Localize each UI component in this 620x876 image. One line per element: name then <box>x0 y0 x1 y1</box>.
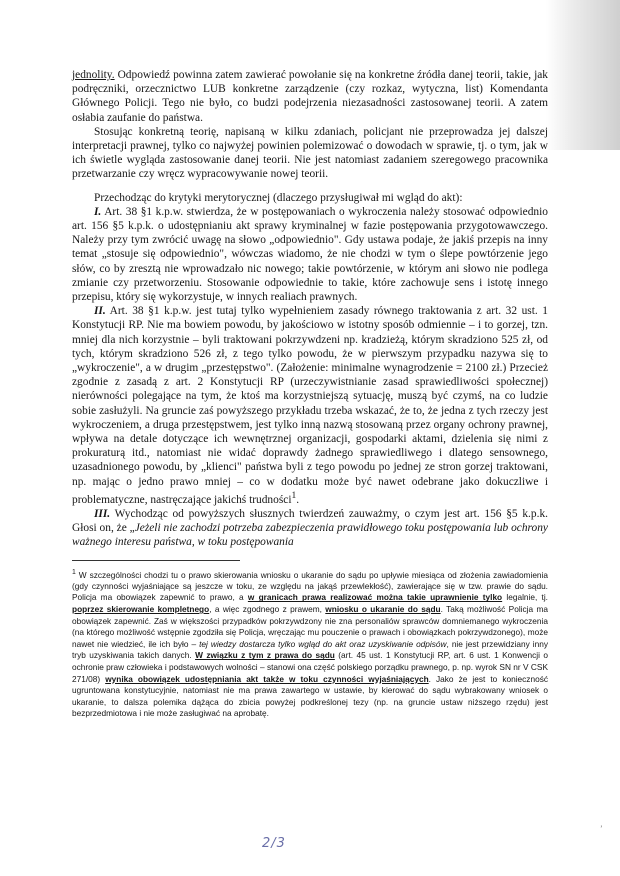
point-ii: II. Art. 38 §1 k.p.w. jest tutaj tylko wypełnieniem zasady równego traktowania z art. 32 ust. 1 Konstytucji RP. Nie ma bowiem powodu, by jakościowo w istotny sposób odmiennie – i to gorzej, tzn. mniej dla nich korzystnie – byli traktowani pokrzywdzeni np. kradzieżą, którym skradziono 525 zł, od tych, którym skradziono 526 zł, z tego tylko powodu, że w pierwszym przypadku nazywa się to „wykroczenie", a w drugim „przestępstwo". (Założenie: minimalne wynagrodzenie = 2100 zł.) Przecież zgodnie z zasadą z art. 2 Konstytucji RP (urzeczywistnianie zasad sprawiedliwości społecznej) nierówności polegające na tym, że ktoś ma korzystniejszą sytuację, muszą być czymś, na co ludzie sobie zasłużyli. Na gruncie zaś powyższego przykładu trzeba wskazać, że to, że jedna z tych rzeczy jest wykroczeniem, a druga przestępstwem, jest tylko inną nazwą stosowaną przez organy ochrony prawnej, wpływa na detale dotyczące ich wewnętrznej organizacji, gospodarki aktami, dzielenia się nimi z prokuraturą itd., natomiast nie widać doprawdy żadnego sprawiedliwego i dlatego sensownego, uzasadnionego powodu, by „klienci" państwa byli z tego powodu po jednej ze stron gorzej traktowani, np. mając o jedno prawo mniej – co w dodatku może być nawet odebrane jako dokuczliwe i problematyczne, nastręczające jakichś trudności$^1$. <box>72 305 548 506</box>
footnote-marker: 1 <box>72 568 76 576</box>
footnote-divider <box>72 560 240 561</box>
footnote-ref: 1 <box>291 490 297 501</box>
margin-tick: ʼ <box>600 824 603 833</box>
handwritten-page-number: 2/3 <box>262 836 286 851</box>
paragraph-conclusion <box>72 68 548 125</box>
point-number: II. <box>94 305 106 318</box>
underlined-word: jednolity. <box>72 69 115 81</box>
point-text: Art. 38 §1 k.p.w. stwierdza, że w postępowaniach o wykroczenia należy stosować odpowiednio art. 156 §5 k.p.k. o udostępnianiu akt sprawy kryminalnej w fazie postępowania przygotowawczego. Należy przy tym zwrócić uwagę na słowo „odpowiednio". Gdy ustawa podaje, że jakiś przepis na inny temat „stosuje się odpowiednio", wówczas wiadomo, że nie chodzi w tym o ślepe powtórzenie jego słów, co by zresztą nie wprowadzało nic nowego; takie powtórzenie, w którym ani słowo nie podlega zmianie czy przetworzeniu. Stosowanie odpowiednie to takie, które zachowuje sens i istotę innego przepisu, który się wykorzystuje, w innych realiach prawnych. <box>72 205 548 304</box>
scan-shadow-edge <box>546 0 620 150</box>
point-number: III. <box>94 507 111 520</box>
paragraph-text: Odpowiedź powinna zatem zawierać powołanie się na konkretne źródła danej teorii, takie, jak podręczniki, orzecznictwo LUB konkretne zarządzenie (czy rozkaz, wytyczna, list) Komendanta Głównego Policji. Tego nie było, co budzi podejrzenia niezasadności zastosowanej teorii. A zatem osłabia zaufanie do państwa. <box>72 69 548 124</box>
point-number: I. <box>94 205 102 218</box>
quoted-provision: Jeżeli nie zachodzi potrzeba zabezpieczenia prawidłowego toku postępowania lub ochrony ważnego interesu państwa, w toku postępowania <box>72 522 548 549</box>
point-text: Art. 38 §1 k.p.w. jest tutaj tylko wypełnieniem zasady równego traktowania z art. 32 ust. 1 Konstytucji RP. Nie ma bowiem powodu, by jakościowo w istotny sposób odmiennie – i to gorzej, tzn. mniej dla nich korzystnie – byli traktowani pokrzywdzeni np. kradzieżą, którym skradziono 525 zł, od tych, którym skradziono 526 zł, z tego tylko powodu, że w pierwszym przypadku nazywa się to „wykroczenie", a w drugim „przestępstwo". (Założenie: minimalne wynagrodzenie = 2100 zł.) Przecież zgodnie z zasadą z art. 2 Konstytucji RP (urzeczywistnianie zasad sprawiedliwości społecznej) nierówności polegające na tym, że ktoś ma korzystniejszą sytuację, muszą być czymś, na co ludzie sobie zasłużyli. Na gruncie zaś powyższego przykładu trzeba wskazać, że to, że jedna z tych rzeczy jest wykroczeniem, a druga przestępstwem, jest tylko inną nazwą stosowaną przez organy ochrony prawnej, wpływa na detale dotyczące ich wewnętrznej organizacji, gospodarki aktami, dzielenia się nimi z prokuraturą itd., natomiast nie widać doprawdy żadnego sprawiedliwego i dlatego sensownego, uzasadnionego powodu, by „klienci" państwa byli z tego powodu po jednej ze stron gorzej traktowani, np. mając o jedno prawo mniej – co w dodatku może być nawet odebrane jako dokuczliwe i problematyczne, nastręczające jakichś trudności <box>72 305 548 506</box>
point-text: Wychodząc od powyższych słusznych twierdzeń zauważmy, o czym jest art. 156 §5 k.p.k. Głosi on, że „ <box>72 507 548 535</box>
paragraph-critique-intro: Przechodząc do krytyki merytorycznej (dlaczego przysługiwał mi wgląd do akt): <box>94 191 463 204</box>
point-iii <box>72 507 548 550</box>
point-i <box>72 205 548 304</box>
footnote: $^1$ W szczególności chodzi tu o prawo skierowania wniosku o ukaranie do sądu po upływie miesiąca od złożenia zawiadomienia (gdy czynności wyjaśniające są jeszcze w toku, ze względu na jakąś przewlekłość), zawierające się w tzw. prawie do sądu. Policja ma obowiązek zapewnić to prawo, a w granicach prawa realizować można takie uprawnienie tylko legalnie, tj. poprzez skierowanie kompletnego, a więc zgodnego z prawem, wniosku o ukaranie do sądu. Taką możliwość Policja ma obowiązek zapewnić. Zaś w większości przypadków pokrzywdzony nie zna personaliów sprawców domniemanego wykroczenia (na którego możliwość wstępnie zgodziła się Policja, wręczając mu pouczenie o prawach i obowiązkach pokrzywdzonego), może nawet nie wiedzieć, ile ich było – tej wiedzy dostarcza tylko wgląd do akt oraz uzyskiwanie odpisów, nie jest przewidziany inny tryb uzyskiwania takich danych. W związku z tym z prawa do sądu (art. 45 ust. 1 Konstytucji RP, art. 6 ust. 1 Konwencji o ochronie praw człowieka i podstawowych wolności – stanowi ona część polskiego porządku prawnego, p. np. wyrok SN nr V CSK 271/08) wynika obowiązek udostępniania akt także w toku czynności wyjaśniających. Jako że jest to konieczność ugruntowana konstytucyjnie, natomiast nie ma prawa zawartego w ustawie, by kierować do sądu wybrakowany wniosek o ukaranie, to dalsza polemika dążąca do zbicia powyżej podkreślonej tezy (np. na gruncie ustaw niższego rzędu) jest bezprzedmiotowa i nie może zasługiwać na aprobatę. <box>72 568 549 719</box>
document-page <box>72 68 548 720</box>
paragraph-theory: Stosując konkretną teorię, napisaną w kilku zdaniach, policjant nie przeprowadza jej dalszej interpretacji prawnej, tylko co najwyżej powinien polemizować o dowodach w sprawie, tj. o tym, jak w ich świetle wygląda zastosowanie danej teorii. Nie jest natomiast zadaniem szeregowego pracownika przetwarzanie czy wręcz wypracowywanie nowej teorii. <box>72 125 548 181</box>
